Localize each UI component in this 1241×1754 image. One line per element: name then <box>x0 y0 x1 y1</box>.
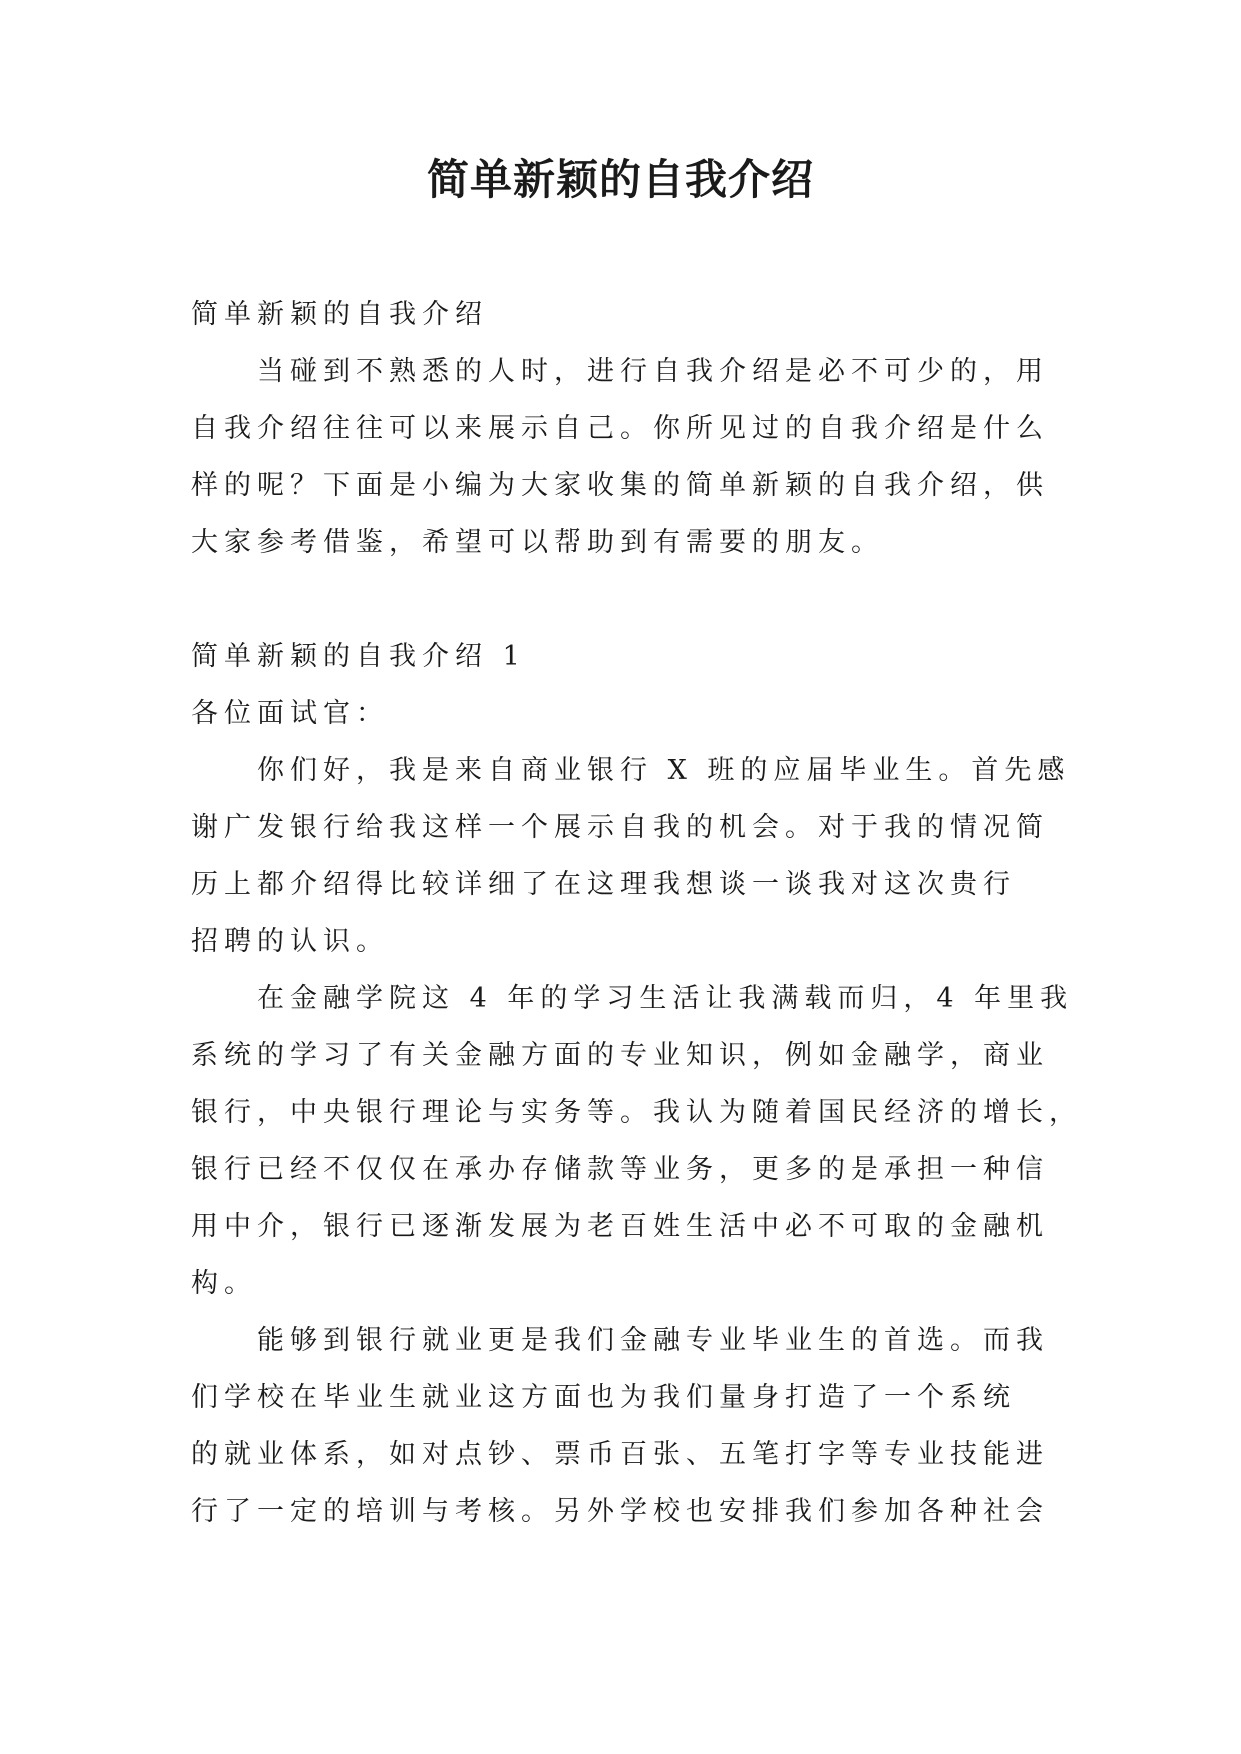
paragraph-line: 银行已经不仅仅在承办存储款等业务，更多的是承担一种信 <box>191 1154 1049 1185</box>
paragraph-line: 你们好，我是来自商业银行 X 班的应届毕业生。首先感 <box>257 755 1071 786</box>
section-heading: 简单新颖的自我介绍 <box>191 299 488 330</box>
paragraph-line: 构。 <box>191 1268 257 1299</box>
paragraph-line: 自我介绍往往可以来展示自己。你所见过的自我介绍是什么 <box>191 413 1049 444</box>
paragraph-line: 在金融学院这 4 年的学习生活让我满载而归，4 年里我 <box>257 983 1074 1014</box>
paragraph-line: 样的呢？下面是小编为大家收集的简单新颖的自我介绍，供 <box>191 470 1049 501</box>
paragraph-line: 谢广发银行给我这样一个展示自我的机会。对于我的情况简 <box>191 812 1049 843</box>
paragraph-line: 用中介，银行已逐渐发展为老百姓生活中必不可取的金融机 <box>191 1211 1049 1242</box>
paragraph-line: 招聘的认识。 <box>191 926 389 957</box>
paragraph-line: 行了一定的培训与考核。另外学校也安排我们参加各种社会 <box>191 1496 1049 1527</box>
paragraph-line: 大家参考借鉴，希望可以帮助到有需要的朋友。 <box>191 527 884 558</box>
paragraph-line: 历上都介绍得比较详细了在这理我想谈一谈我对这次贵行 <box>191 869 1016 900</box>
salutation: 各位面试官： <box>191 698 389 729</box>
paragraph-line: 们学校在毕业生就业这方面也为我们量身打造了一个系统 <box>191 1382 1016 1413</box>
paragraph-line: 的就业体系，如对点钞、票币百张、五笔打字等专业技能进 <box>191 1439 1049 1470</box>
paragraph-line: 银行，中央银行理论与实务等。我认为随着国民经济的增长， <box>191 1097 1082 1128</box>
paragraph-line: 能够到银行就业更是我们金融专业毕业生的首选。而我 <box>257 1325 1049 1356</box>
document-title: 简单新颖的自我介绍 <box>426 155 814 204</box>
paragraph-line: 当碰到不熟悉的人时，进行自我介绍是必不可少的，用 <box>257 356 1049 387</box>
blank-line <box>191 571 1051 628</box>
section-heading: 简单新颖的自我介绍 1 <box>191 641 526 672</box>
document-body <box>191 286 1082 1540</box>
paragraph-line: 系统的学习了有关金融方面的专业知识，例如金融学，商业 <box>191 1040 1049 1071</box>
